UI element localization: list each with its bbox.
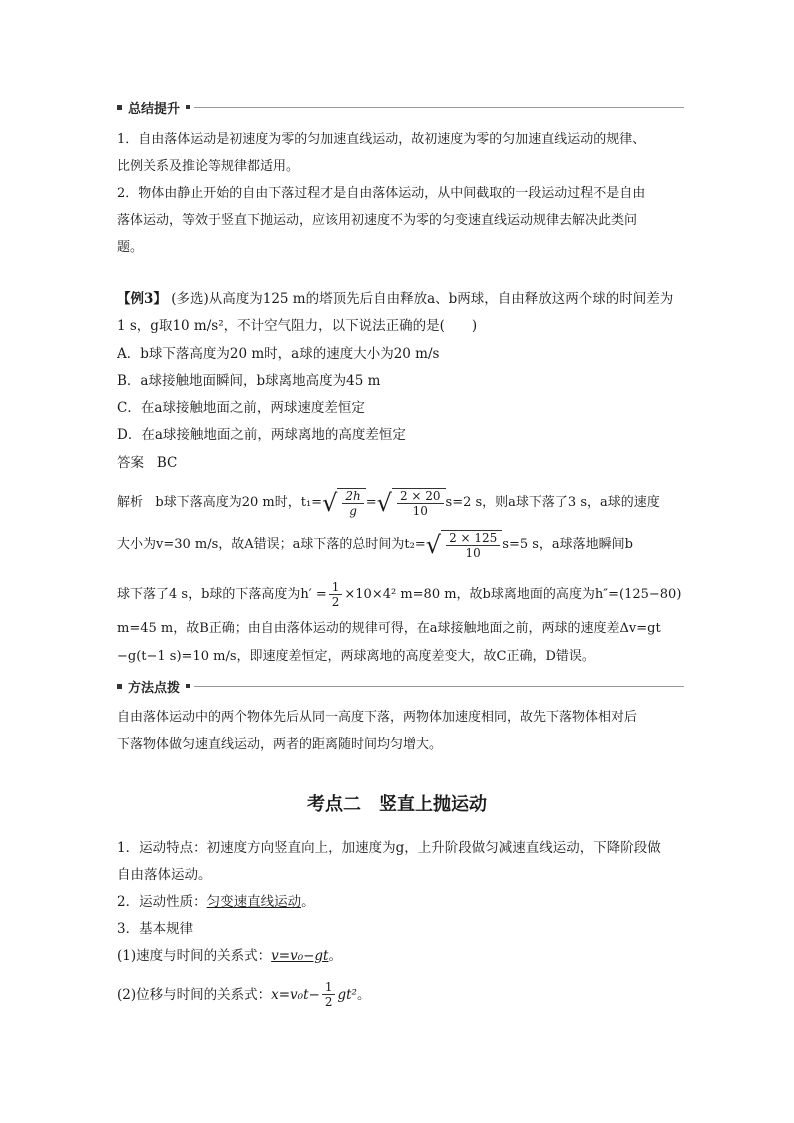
answer-value: BC <box>156 455 178 471</box>
section-line <box>117 980 370 1009</box>
analysis-text: ×10×4² m=80 m，故b球离地面的高度为h″=(125−80) <box>344 586 682 602</box>
analysis-text: b球下落高度为20 m时， <box>155 495 301 510</box>
section-text: (1)速度与时间的关系式： <box>117 948 272 964</box>
analysis-text: s=5 s，a球落地瞬间b <box>502 537 634 552</box>
frac-num: 1 <box>322 980 336 995</box>
analysis-label: 解析 <box>117 495 144 510</box>
section-text: 。 <box>328 948 342 964</box>
square-bullet-icon <box>186 684 190 688</box>
divider <box>194 686 684 687</box>
summary-line: 1．自由落体运动是初速度为零的匀加速直线运动，故初速度为零的匀加速直线运动的规律、 <box>117 132 646 147</box>
summary-line: 题。 <box>117 240 144 255</box>
analysis-text: s=2 s，则a球下落了3 s，a球的速度 <box>445 495 660 510</box>
method-line: 自由落体运动中的两个物体先后从同一高度下落，两物体加速度相同，故先下落物体相对后 <box>117 710 638 725</box>
divider <box>194 107 684 108</box>
analysis-line <box>117 580 681 609</box>
example-question-cont: 1 s，g取10 m/s²，不计空气阻力，以下说法正确的是( ) <box>117 318 478 334</box>
section-line: 3．基本规律 <box>117 921 194 937</box>
example-line <box>117 290 673 308</box>
frac-num: 2h <box>342 489 363 504</box>
section-heading: 考点二 竖直上抛运动 <box>307 794 487 815</box>
frac-den: 10 <box>465 546 481 560</box>
frac-num: 1 <box>329 580 343 595</box>
section-text: 。 <box>356 986 371 1003</box>
section-text: 2．运动性质： <box>117 894 207 910</box>
summary-title: 总结提升 <box>128 101 181 117</box>
option-b: B．a球接触地面瞬间，b球离地高度为45 m <box>117 373 381 389</box>
frac-den: 2 <box>331 595 340 609</box>
analysis-line: −g(t−1 s)=10 m/s，即速度差恒定，两球离地的高度差变大，故C正确，D错误。 <box>117 649 595 664</box>
frac-num: 2 × 125 <box>446 531 500 546</box>
option-d: D．在a球接触地面之前，两球离地的高度差恒定 <box>117 427 406 443</box>
square-bullet-icon <box>117 105 122 110</box>
option-c: C．在a球接触地面之前，两球速度差恒定 <box>117 400 365 416</box>
formula: x=v₀t− <box>271 986 320 1003</box>
formula: gt² <box>337 986 357 1003</box>
analysis-text: = <box>365 495 377 510</box>
section-line: 1．运动特点：初速度方向竖直向上，加速度为g，上升阶段做匀减速直线运动，下降阶段做 <box>117 840 661 856</box>
summary-line: 比例关系及推论等规律都适用。 <box>117 159 300 174</box>
section-line <box>117 947 342 965</box>
section-text: 。 <box>301 894 315 910</box>
frac-num: 2 × 20 <box>397 489 444 504</box>
frac-den: 2 <box>324 995 333 1009</box>
method-line: 下落物体做匀速直线运动，两者的距离随时间均匀增大。 <box>117 737 443 752</box>
section-text: (2)位移与时间的关系式： <box>117 986 272 1003</box>
summary-line: 2．物体由静止开始的自由下落过程才是自由落体运动，从中间截取的一段运动过程不是自由 <box>117 186 646 201</box>
method-title: 方法点拨 <box>128 680 181 696</box>
analysis-text: t₁= <box>300 495 323 510</box>
answer-line <box>117 454 177 472</box>
analysis-line: m=45 m，故B正确；由自由落体运动的规律可得，在a球接触地面之前，两球的速度差Δv=gt <box>117 621 661 636</box>
summary-line: 落体运动，等效于竖直下抛运动，应该用初速度不为零的匀变速直线运动规律去解决此类问 <box>117 213 638 228</box>
square-bullet-icon <box>117 684 122 689</box>
square-bullet-icon <box>186 105 190 109</box>
underlined-term: 匀变速直线运动 <box>206 894 302 910</box>
formula: v=v₀−gt <box>271 948 329 964</box>
section-line <box>117 893 315 911</box>
example-tag: 【例3】 <box>117 291 167 307</box>
method-header <box>117 677 684 695</box>
sqrt-expression: √ $\frac{2h}{g}$ <box>322 488 366 518</box>
frac-den: g <box>349 504 357 518</box>
analysis-line <box>117 488 660 518</box>
frac-den: 10 <box>412 504 428 518</box>
section-line: 自由落体运动。 <box>117 867 212 883</box>
analysis-text: 大小为v=30 m/s，故A错误；a球下落的总时间为t₂= <box>117 537 426 552</box>
analysis-line <box>117 530 633 560</box>
analysis-text: 球下落了4 s，b球的下落高度为h′ = <box>117 586 327 602</box>
sqrt-expression: √ $\frac{2 \times 20}{10}$ <box>377 488 446 518</box>
option-a: A．b球下落高度为20 m时，a球的速度大小为20 m/s <box>117 346 440 362</box>
sqrt-expression: √ $\frac{2 \times 125}{10}$ <box>426 530 503 560</box>
summary-header <box>117 98 684 116</box>
answer-label: 答案 <box>117 455 144 471</box>
example-question: (多选)从高度为125 m的塔顶先后自由释放a、b两球，自由释放这两个球的时间差为 <box>171 291 674 307</box>
